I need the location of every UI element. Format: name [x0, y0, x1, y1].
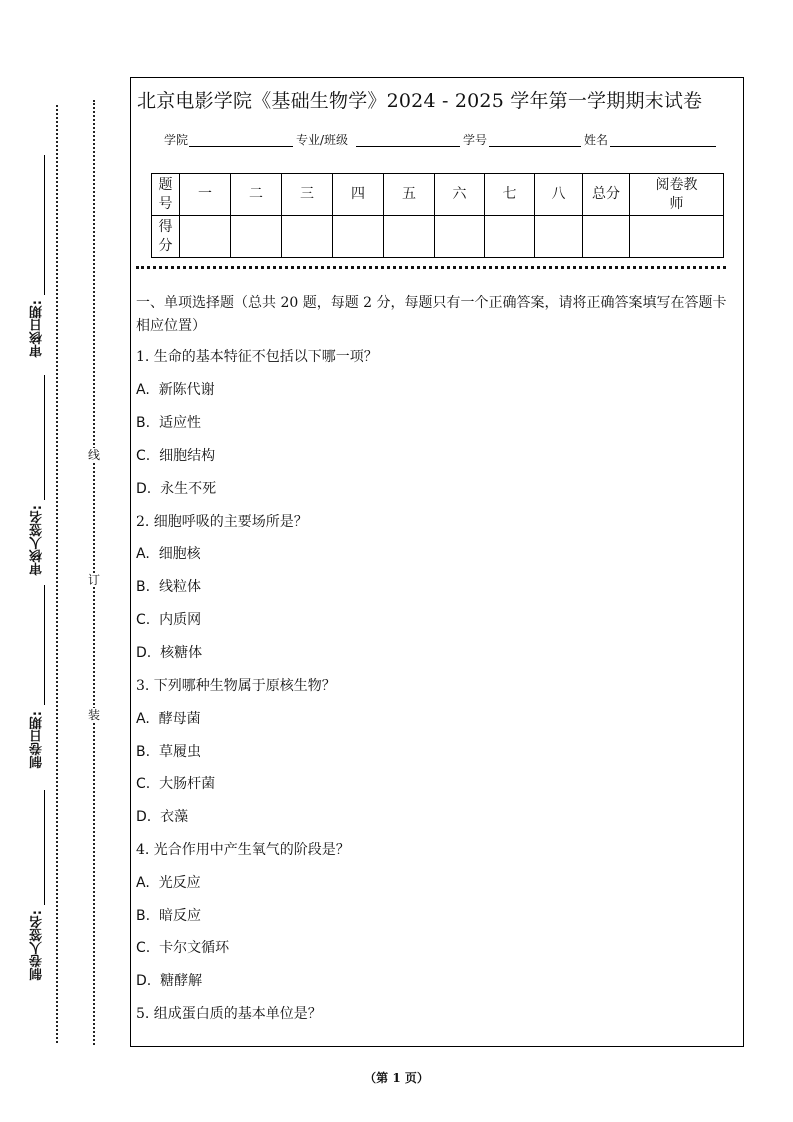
question-1-option-d[interactable]: D. 永生不死: [136, 481, 217, 497]
score-cell-total[interactable]: [583, 216, 630, 258]
question-3-option-c[interactable]: C. 大肠杆菌: [136, 776, 216, 792]
question-2-option-b[interactable]: B. 线粒体: [136, 579, 201, 595]
question-3-stem: 3. 下列哪种生物属于原核生物？: [136, 678, 336, 694]
question-1-stem: 1. 生命的基本特征不包括以下哪一项？: [136, 349, 378, 365]
question-4-option-c[interactable]: C. 卡尔文循环: [136, 940, 230, 956]
score-col-4: 四: [333, 174, 384, 216]
college-field[interactable]: [189, 146, 293, 147]
make-date-label: 制卷日期:: [30, 711, 45, 769]
college-label: 学院: [164, 133, 189, 147]
question-5-stem: 5. 组成蛋白质的基本单位是？: [136, 1006, 322, 1022]
page-number: （第 1 页）: [364, 1071, 429, 1085]
score-cell-6[interactable]: [435, 216, 485, 258]
score-col-total: 总分: [583, 174, 630, 216]
student-id-field[interactable]: [489, 146, 581, 147]
score-table-row1-header: 题号: [152, 174, 180, 216]
question-3-option-b[interactable]: B. 草履虫: [136, 744, 201, 760]
score-col-reviewer: 阅卷教师: [630, 174, 724, 216]
score-col-2: 二: [231, 174, 282, 216]
header-separator: [136, 266, 726, 269]
exam-title: 北京电影学院《基础生物学》2024 - 2025 学年第一学期期末试卷: [137, 90, 703, 112]
score-cell-reviewer[interactable]: [630, 216, 724, 258]
score-table: [151, 173, 724, 258]
question-3-option-a[interactable]: A. 酵母菌: [136, 711, 201, 727]
score-cell-8[interactable]: [535, 216, 583, 258]
section-1-heading: 一、单项选择题（总共 20 题，每题 2 分，每题只有一个正确答案，请将正确答案填写在答题卡相应位置）: [136, 295, 727, 334]
score-cell-5[interactable]: [384, 216, 435, 258]
question-2-option-d[interactable]: D. 核糖体: [136, 645, 203, 661]
reviewer-sign-label: 审核人签名:: [30, 505, 45, 576]
review-date-label: 审核日期:: [30, 300, 45, 358]
score-cell-1[interactable]: [180, 216, 231, 258]
make-date-line: [44, 585, 45, 705]
score-col-6: 六: [435, 174, 485, 216]
reviewer-sign-line: [44, 375, 45, 500]
maker-sign-label: 制卷人签名:: [30, 910, 45, 981]
score-col-1: 一: [180, 174, 231, 216]
review-date-line: [44, 155, 45, 295]
question-4-option-a[interactable]: A. 光反应: [136, 875, 201, 891]
score-table-row2-header: 得分: [152, 216, 180, 258]
score-col-3: 三: [282, 174, 333, 216]
question-2-option-a[interactable]: A. 细胞核: [136, 546, 201, 562]
score-col-5: 五: [384, 174, 435, 216]
maker-sign-line: [44, 790, 45, 905]
question-1-option-c[interactable]: C. 细胞结构: [136, 448, 216, 464]
score-col-8: 八: [535, 174, 583, 216]
score-cell-3[interactable]: [282, 216, 333, 258]
student-id-label: 学号: [463, 133, 488, 147]
binding-mark-zhuang: 装: [87, 708, 100, 722]
question-1-option-a[interactable]: A. 新陈代谢: [136, 382, 215, 398]
score-col-7: 七: [485, 174, 535, 216]
question-2-option-c[interactable]: C. 内质网: [136, 612, 202, 628]
binding-mark-line: 线: [87, 448, 100, 462]
question-4-option-d[interactable]: D. 糖酵解: [136, 973, 203, 989]
question-3-option-d[interactable]: D. 衣藻: [136, 809, 189, 825]
question-4-stem: 4. 光合作用中产生氧气的阶段是？: [136, 842, 350, 858]
question-4-option-b[interactable]: B. 暗反应: [136, 908, 201, 924]
score-cell-7[interactable]: [485, 216, 535, 258]
binding-dotted-line-outer: [56, 105, 58, 1043]
major-label: 专业/班级: [296, 133, 349, 147]
name-field[interactable]: [610, 146, 716, 147]
question-1-option-b[interactable]: B. 适应性: [136, 415, 201, 431]
question-2-stem: 2. 细胞呼吸的主要场所是？: [136, 514, 308, 530]
score-cell-4[interactable]: [333, 216, 384, 258]
major-field[interactable]: [356, 146, 460, 147]
binding-mark-ding: 订: [87, 573, 100, 587]
name-label: 姓名: [584, 133, 609, 147]
score-cell-2[interactable]: [231, 216, 282, 258]
